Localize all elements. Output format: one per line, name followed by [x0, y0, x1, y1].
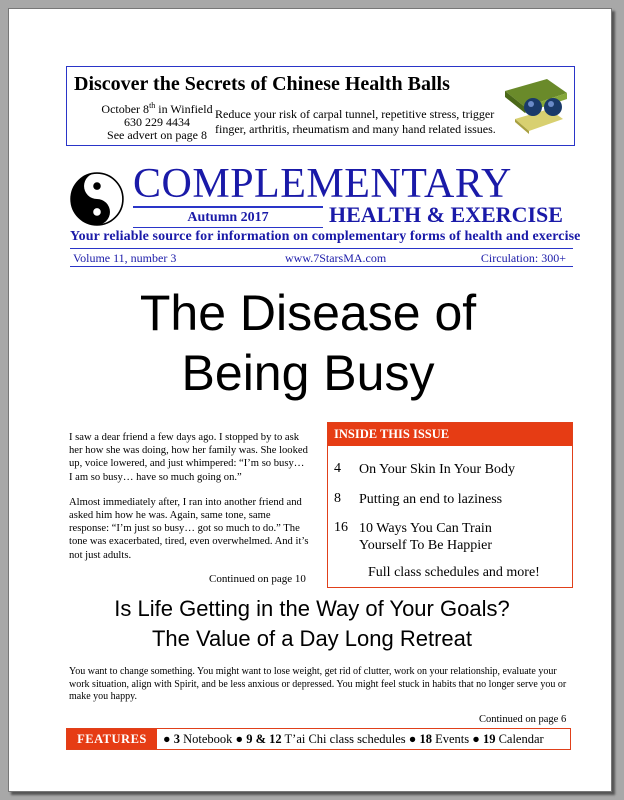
masthead-subtitle: HEALTH & EXERCISE: [329, 202, 563, 227]
issue-season: Autumn 2017: [187, 210, 269, 225]
advert-see-page: See advert on page 8: [107, 128, 207, 142]
inside-heading: INSIDE THIS ISSUE: [328, 423, 572, 446]
features-label: FEATURES: [67, 729, 157, 749]
advert-title: Discover the Secrets of Chinese Health Balls: [74, 73, 450, 95]
advert-event-info: [81, 99, 233, 142]
info-divider-bottom: [70, 266, 573, 267]
toc-item[interactable]: 10 Ways You Can Train Yourself To Be Happier: [359, 521, 493, 553]
masthead-title: COMPLEMENTARY: [133, 161, 512, 207]
toc-page-number: 4: [334, 461, 341, 476]
busy-article: [69, 431, 309, 574]
advert-phone: 630 229 4434: [124, 115, 190, 129]
toc-page-number: 16: [334, 520, 348, 535]
inside-this-issue-box: [327, 422, 573, 588]
retreat-headline-line-1: Is Life Getting in the Way of Your Goals?: [114, 596, 510, 621]
info-divider-top: [70, 248, 573, 249]
headline-line-1: The Disease of: [139, 285, 477, 341]
health-balls-advert: [66, 66, 575, 146]
circulation: Circulation: 300+: [480, 251, 566, 265]
toc-item[interactable]: On Your Skin In Your Body: [359, 462, 515, 477]
toc-more: Full class schedules and more!: [368, 565, 540, 580]
yin-yang-icon: [70, 172, 124, 226]
website-link[interactable]: www.7StarsMA.com: [285, 251, 387, 265]
continued-note: Continued on page 10: [209, 573, 306, 585]
volume-number: Volume 11, number 3: [73, 251, 177, 265]
masthead-divider: [133, 206, 323, 208]
article-paragraph: Almost immediately after, I ran into another friend and asked him how he was. Again, same tone, same response: “I’m just so busy… got so much to do.” The tone was exacerbated, tired, even overwhelmed. And it’s not just adults.: [69, 496, 309, 561]
features-bar: [66, 728, 571, 750]
newsletter-page: [8, 8, 612, 792]
retreat-article: You want to change something. You might want to lose weight, get rid of clutter, work on your relationship, evaluate your work situation, align with Spirit, and be less anxious or depressed. You might feel stuck in habits that no longer serve you or make you happy.: [69, 666, 567, 702]
article-paragraph: I saw a dear friend a few days ago. I stopped by to ask her how she was doing, how her family was. She looked up, voice lowered, and just whimpered: “I’m so busy… I am so busy… have so much going on.”: [69, 432, 308, 483]
feature-item[interactable]: ● 18 Events: [408, 732, 470, 746]
main-headline: [69, 283, 547, 403]
advert-date: October 8th in Winfield: [101, 101, 213, 116]
feature-item[interactable]: ● 19 Calendar: [472, 732, 544, 746]
features-list: [163, 731, 544, 747]
season-divider: [133, 227, 323, 228]
health-balls-image: [499, 73, 571, 135]
advert-description: Reduce your risk of carpal tunnel, repetitive stress, trigger finger, arthritis, rheumatism and many hand related issues.: [215, 107, 496, 136]
retreat-headline-line-2: The Value of a Day Long Retreat: [151, 626, 472, 651]
toc-page-number: 8: [334, 491, 341, 506]
retreat-headline: [69, 594, 555, 654]
masthead-tagline: Your reliable source for information on complementary forms of health and exercise: [70, 229, 581, 244]
feature-item[interactable]: ● 9 & 12 T’ai Chi class schedules: [235, 732, 406, 746]
headline-line-2: Being Busy: [181, 345, 435, 401]
toc-item[interactable]: Putting an end to laziness: [359, 492, 503, 507]
continued-note: Continued on page 6: [479, 714, 567, 725]
feature-item[interactable]: ● 3 Notebook: [163, 732, 233, 746]
